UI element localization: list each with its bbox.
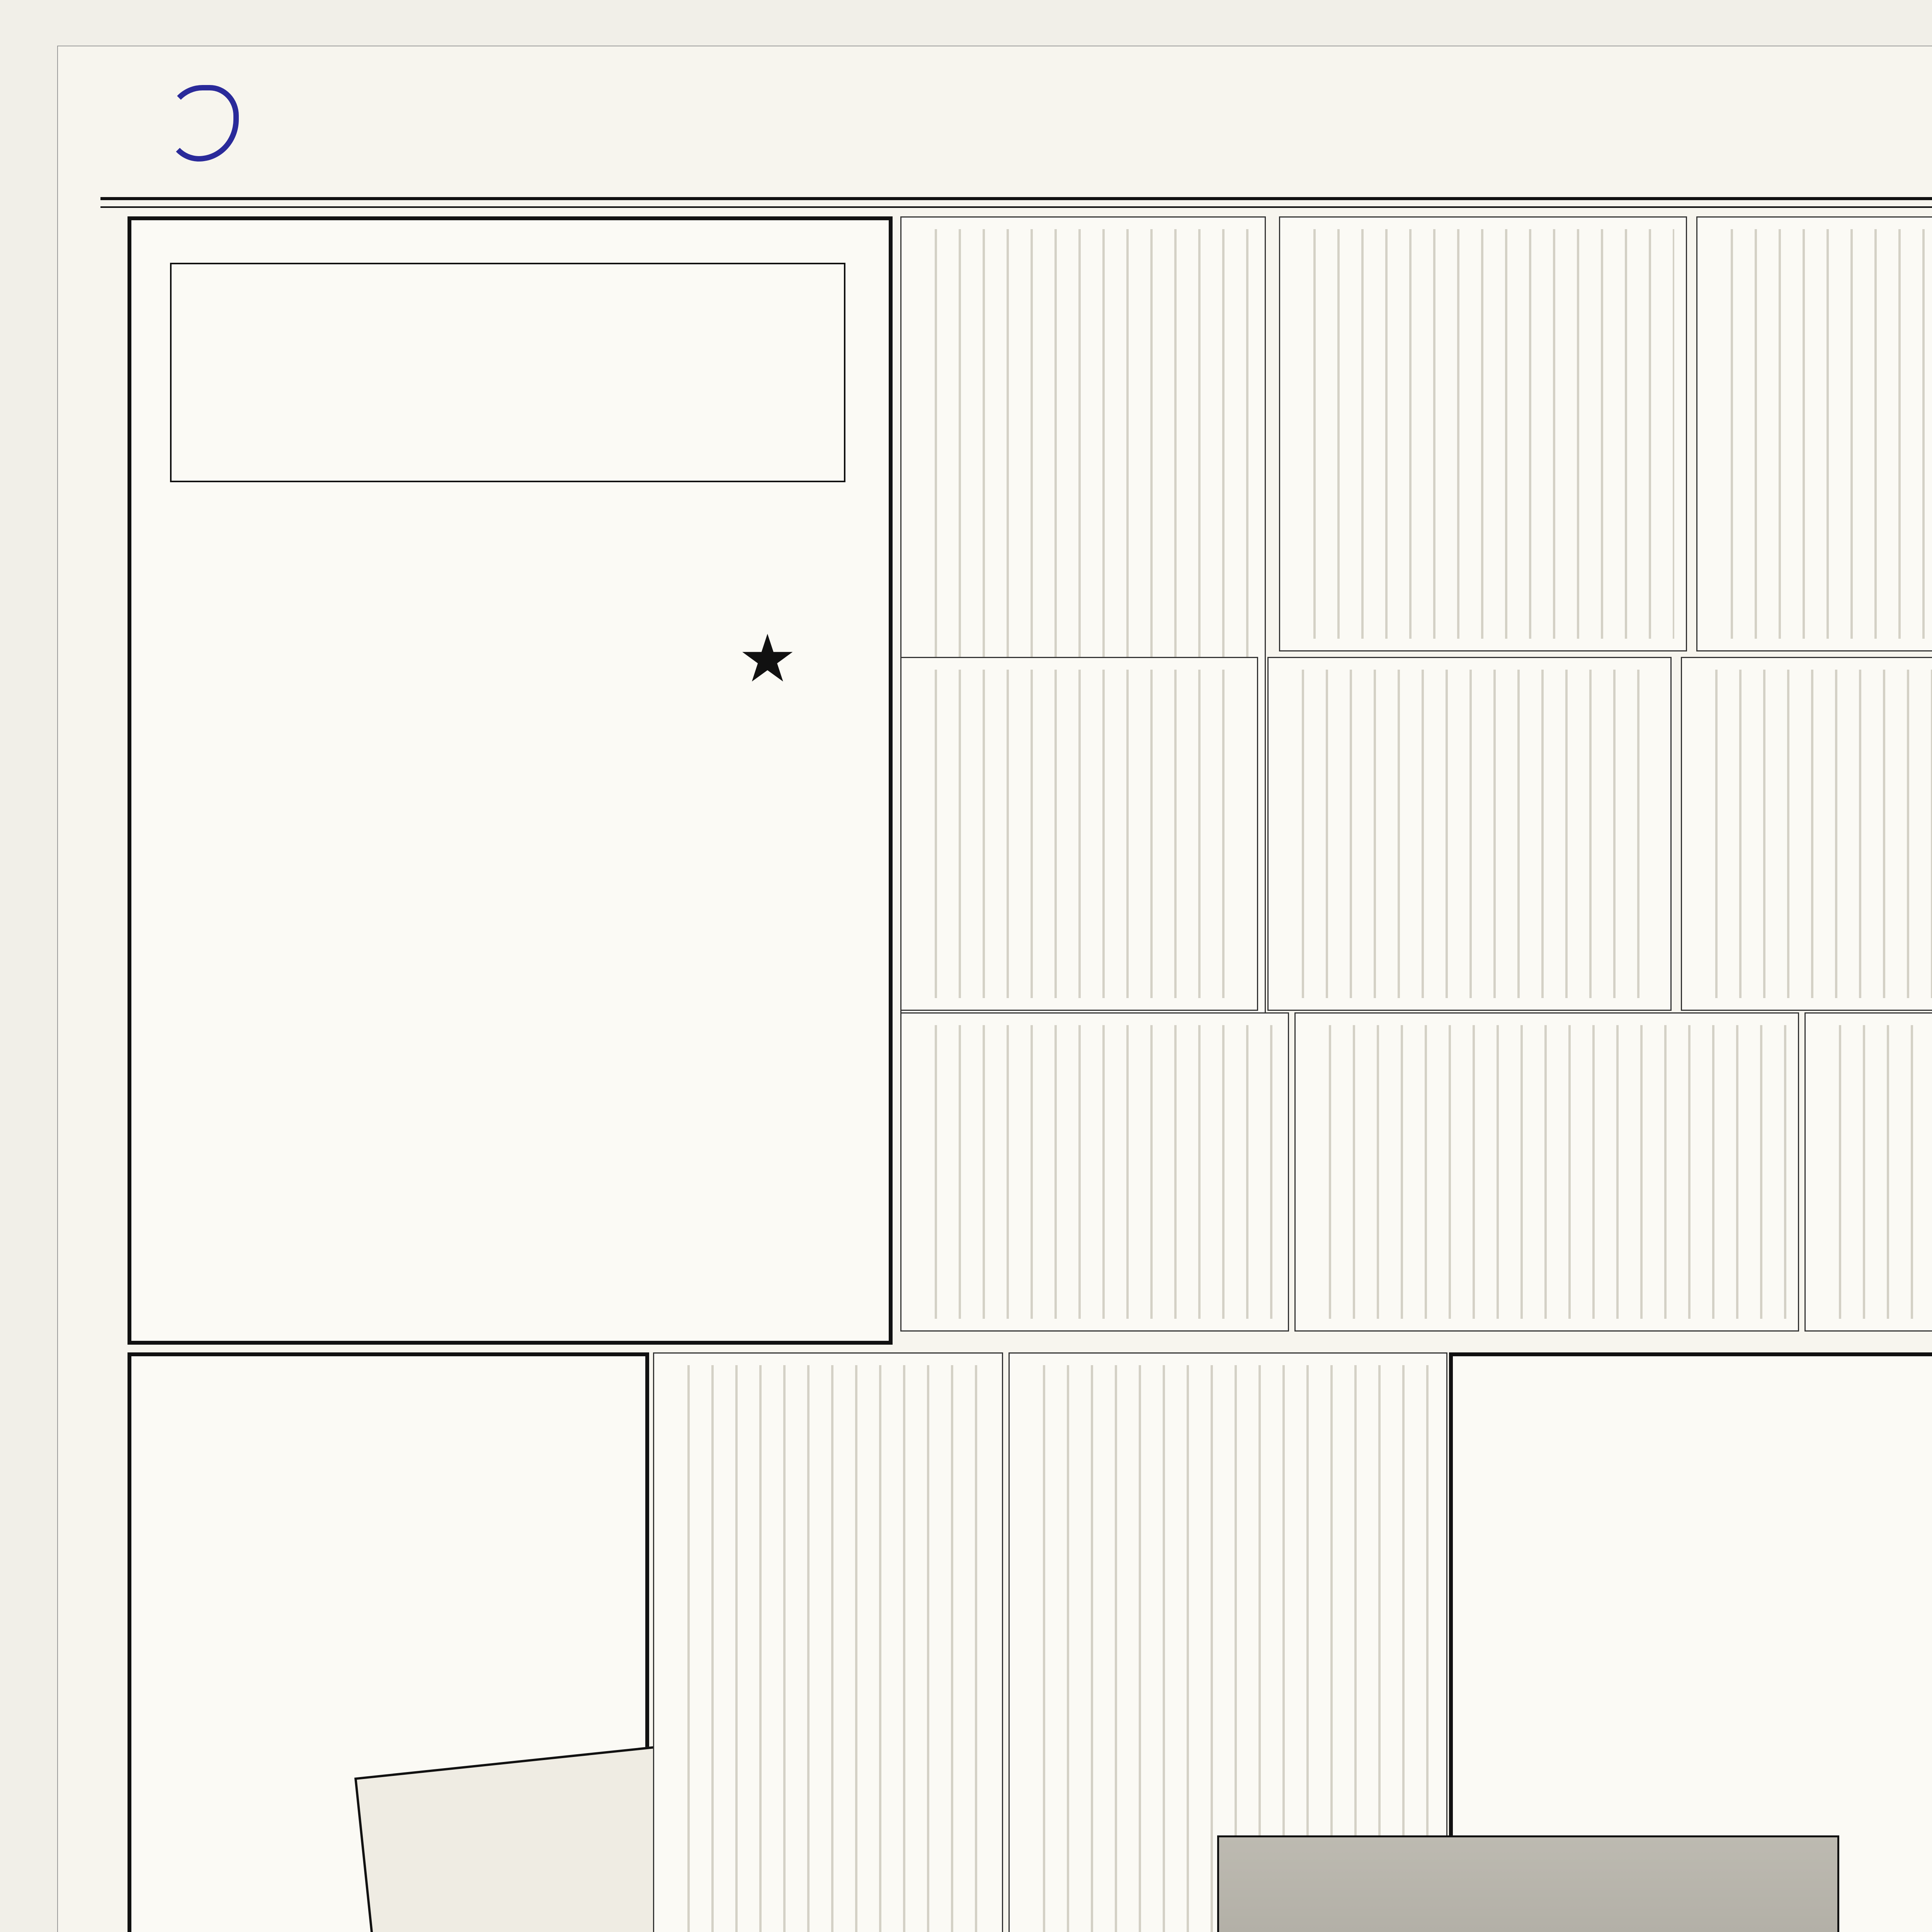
star-icon: ★	[738, 621, 797, 697]
news-column-2	[1279, 216, 1687, 651]
news-column-5	[1267, 657, 1672, 1011]
news-column-4	[900, 657, 1258, 1011]
news-column-6	[1681, 657, 1932, 1011]
photo-book-ad	[653, 1352, 1003, 1932]
book-cover-portrait	[1217, 1835, 1839, 1932]
news-column-3	[1696, 216, 1932, 651]
news-column-8	[1294, 1012, 1799, 1332]
masthead-rule	[100, 206, 1932, 208]
news-column-7	[900, 1012, 1289, 1332]
news-column-9	[1804, 1012, 1932, 1332]
newspaper-page	[58, 46, 1932, 1932]
masthead	[100, 97, 1932, 200]
linwood-logo-block	[170, 263, 845, 482]
